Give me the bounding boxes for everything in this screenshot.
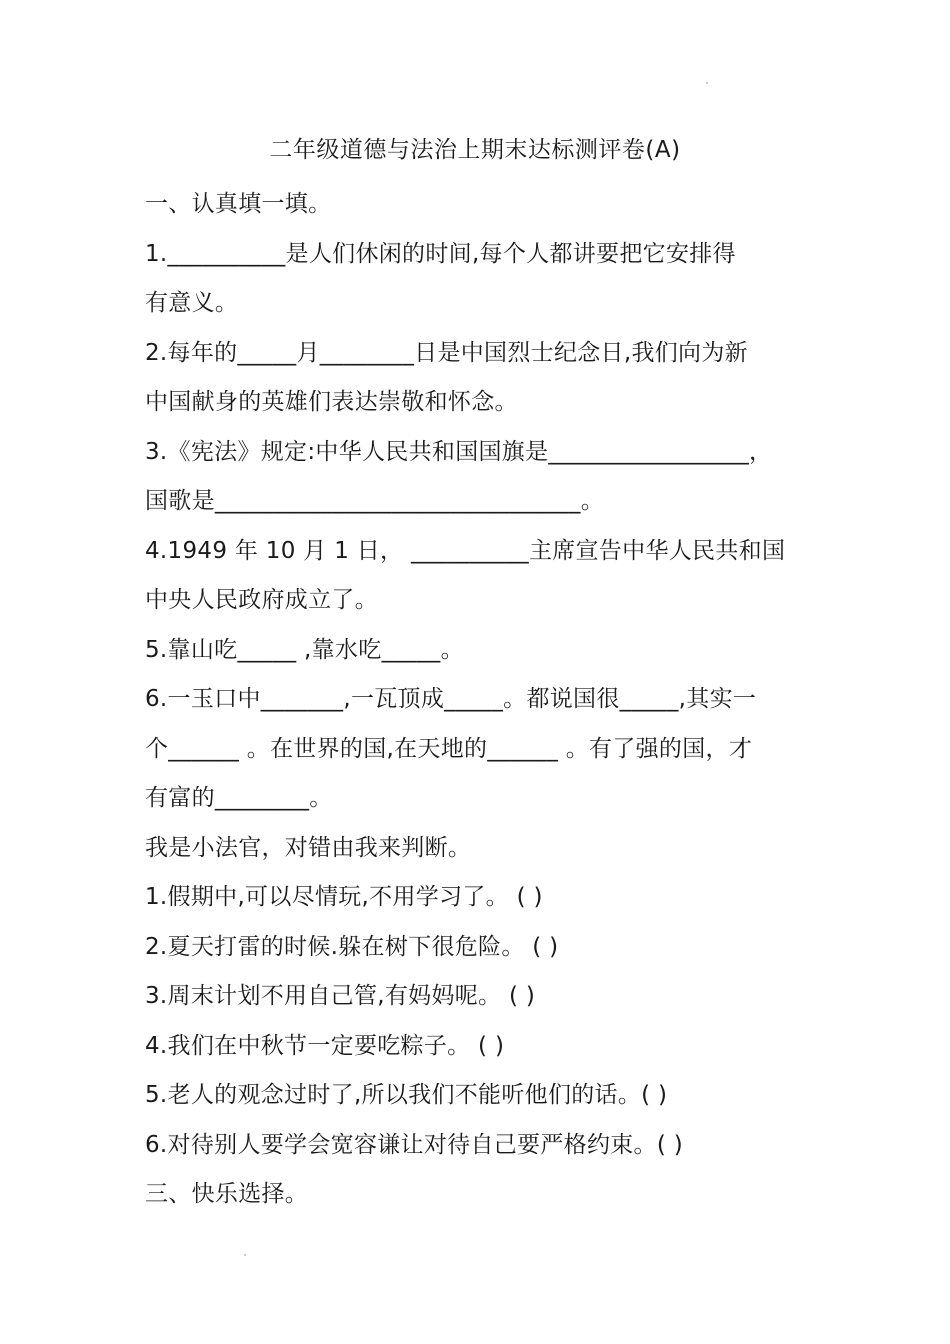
question-line: 个______ 。在世界的国,在天地的______ 。有了强的国，才	[145, 735, 753, 762]
question-line: 3.周末计划不用自己管,有妈妈呢。 ( )	[145, 983, 536, 1009]
question-line: 1.__________是人们休闲的时间,每个人都讲要把它安排得	[145, 240, 736, 267]
section-heading-fill-in: 一、认真填一填。	[145, 191, 332, 217]
question-line: 中央人民政府成立了。	[145, 587, 378, 613]
scan-speck	[706, 82, 708, 84]
document-body	[145, 180, 815, 1220]
page-title: 二年级道德与法治上期末达标测评卷(A)	[269, 137, 681, 163]
scan-speck	[244, 1254, 246, 1256]
question-line: 有意义。	[145, 290, 239, 316]
question-line: 有富的________。	[145, 785, 333, 811]
question-line: 6.一玉口中_______,一瓦顶成_____。都说国很_____,其实一	[145, 686, 757, 712]
question-line: 6.对待别人要学会宽容谦让对待自己要严格约束。( )	[145, 1131, 684, 1158]
question-line: 2.每年的_____月________日是中国烈士纪念日,我们向为新	[145, 339, 748, 366]
question-line: 3.《宪法》规定:中华人民共和国国旗是_________________，	[145, 438, 773, 465]
question-line: 国歌是_______________________________。	[145, 488, 604, 514]
question-line: 1.假期中,可以尽情玩,不用学习了。 ( )	[145, 884, 543, 910]
question-line: 中国献身的英雄们表达崇敬和怀念。	[145, 389, 518, 415]
question-line: 2.夏天打雷的时候.躲在树下很危险。 ( )	[145, 933, 559, 960]
question-line: 4.1949 年 10 月 1 日， __________主席宣告中华人民共和国	[145, 537, 786, 564]
question-line: 5.老人的观念过时了,所以我们不能听他们的话。( )	[145, 1082, 668, 1108]
section-heading-choice: 三、快乐选择。	[145, 1181, 309, 1207]
question-line: 5.靠山吃_____ ,靠水吃_____。	[145, 636, 464, 663]
section-heading-judge: 我是小法官，对错由我来判断。	[145, 834, 472, 861]
question-line: 4.我们在中秋节一定要吃粽子。 ( )	[145, 1032, 505, 1059]
